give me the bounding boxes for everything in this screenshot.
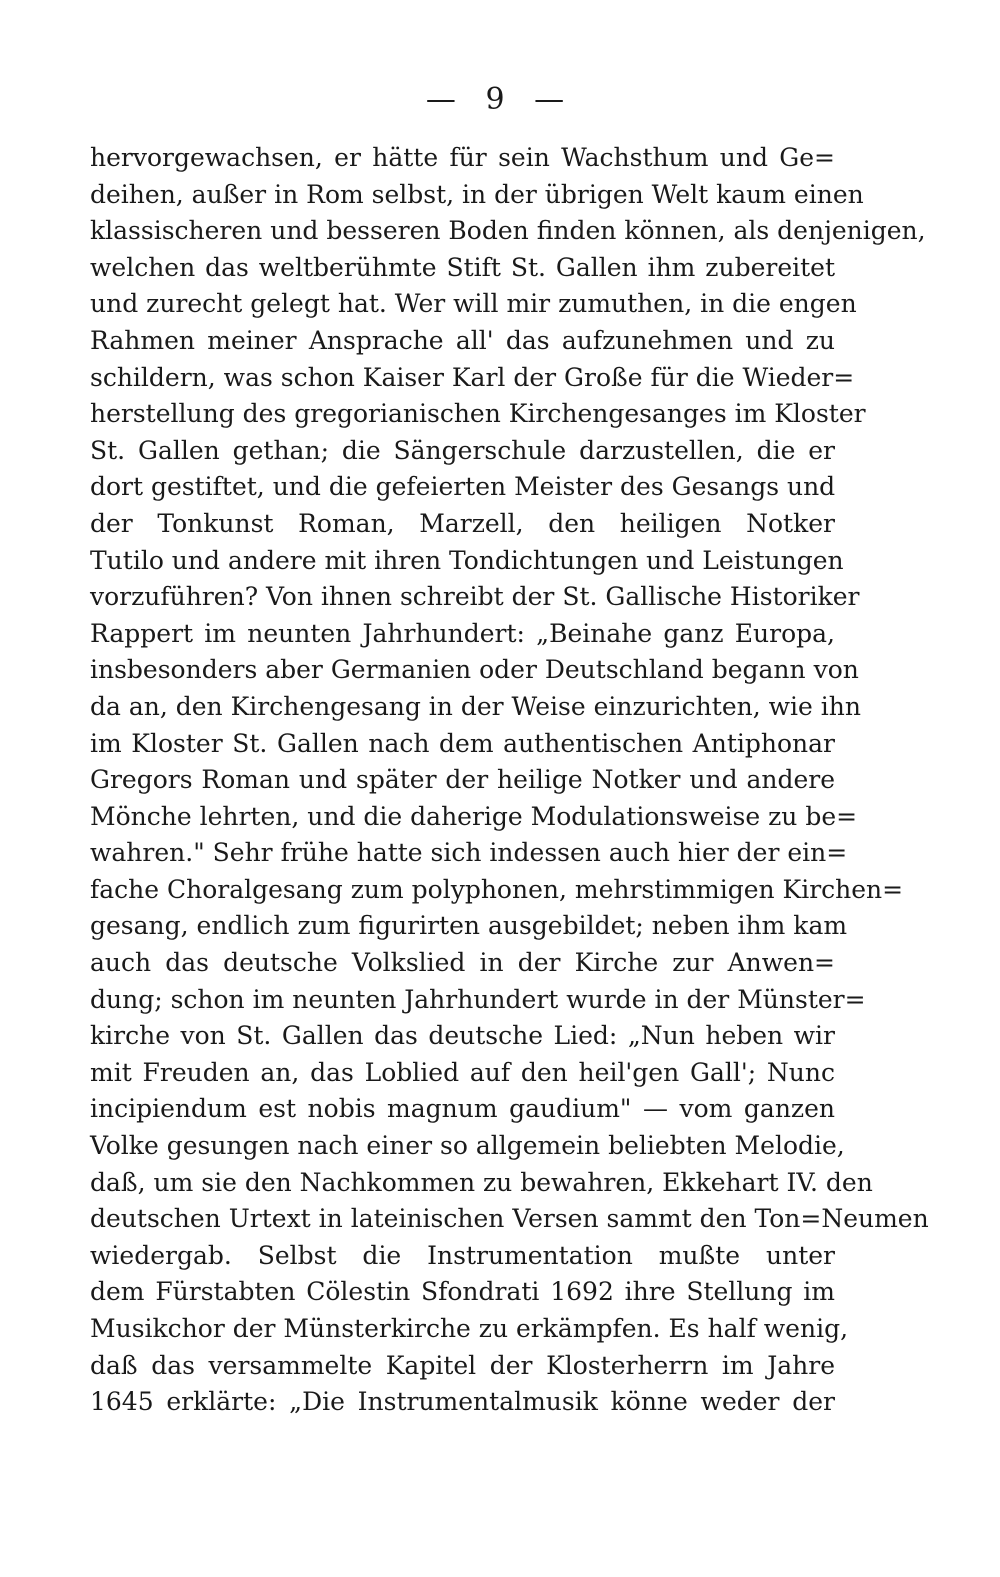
text-line: dem Fürstabten Cölestin Sfondrati 1692 ihre Stellung im [90,1277,835,1307]
text-line: Rappert im neunten Jahrhundert: „Beinahe ganz Europa, [90,618,835,648]
text-line: Mönche lehrten, und die daherige Modulationsweise zu be= [90,801,858,831]
text-line: Musikchor der Münsterkirche zu erkämpfen. Es half wenig, [90,1314,849,1343]
text-line: herstellung des gregorianischen Kirchengesanges im Kloster [90,399,866,429]
text-line: Gregors Roman und später der heilige Notker und andere [90,765,835,795]
text-line: insbesonders aber Germanien oder Deutschland begann von [90,655,859,685]
text-line: klassischeren und besseren Boden finden können, als denjenigen, [90,216,926,246]
text-line: wahren." Sehr frühe hatte sich indessen auch hier der ein= [90,838,848,868]
text-line: incipiendum est nobis magnum gaudium" — vom ganzen [90,1094,835,1124]
text-line: mit Freuden an, das Loblied auf den heil'gen Gall'; Nunc [90,1057,835,1087]
text-line: daß, um sie den Nachkommen zu bewahren, Ekkehart IV. den [90,1167,873,1197]
text-line: daß das versammelte Kapitel der Klosterherrn im Jahre [90,1350,835,1380]
text-line: und zurecht gelegt hat. Wer will mir zumuthen, in die engen [90,289,857,319]
text-line: dung; schon im neunten Jahrhundert wurde in der Münster= [90,984,866,1014]
text-line: Rahmen meiner Ansprache all' das aufzunehmen und zu [90,325,835,355]
text-line: deutschen Urtext in lateinischen Versen sammt den Ton=Neumen [90,1204,929,1234]
text-line: welchen das weltberühmte Stift St. Gallen ihm zubereitet [90,252,835,282]
text-line: Tutilo und andere mit ihren Tondichtungen und Leistungen [90,545,844,575]
text-line: kirche von St. Gallen das deutsche Lied: „Nun heben wir [90,1021,835,1051]
text-line: dort gestiftet, und die gefeierten Meister des Gesangs und [90,472,836,502]
text-line: St. Gallen gethan; die Sängerschule darzustellen, die er [90,435,835,465]
text-line: im Kloster St. Gallen nach dem authentischen Antiphonar [90,728,835,758]
body-text [90,140,929,1421]
page-number: — 9 — [425,82,575,117]
text-line: deihen, außer in Rom selbst, in der übrigen Welt kaum einen [90,179,864,209]
text-line: schildern, was schon Kaiser Karl der Große für die Wieder= [90,362,855,392]
text-line: Volke gesungen nach einer so allgemein beliebten Melodie, [90,1131,845,1161]
text-line: da an, den Kirchengesang in der Weise einzurichten, wie ihn [90,691,861,721]
text-line: wiedergab. Selbst die Instrumentation mußte unter [90,1240,835,1270]
text-line: gesang, endlich zum figurirten ausgebildet; neben ihm kam [90,911,848,941]
text-line: auch das deutsche Volkslied in der Kirche zur Anwen= [90,948,835,978]
text-line: vorzuführen? Von ihnen schreibt der St. Gallische Historiker [90,582,860,612]
text-line: fache Choralgesang zum polyphonen, mehrstimmigen Kirchen= [90,874,904,904]
text-line: hervorgewachsen, er hätte für sein Wachsthum und Ge= [90,143,835,172]
text-line: der Tonkunst Roman, Marzell, den heiligen Notker [90,508,835,538]
text-line: 1645 erklärte: „Die Instrumentalmusik könne weder der [90,1387,835,1417]
